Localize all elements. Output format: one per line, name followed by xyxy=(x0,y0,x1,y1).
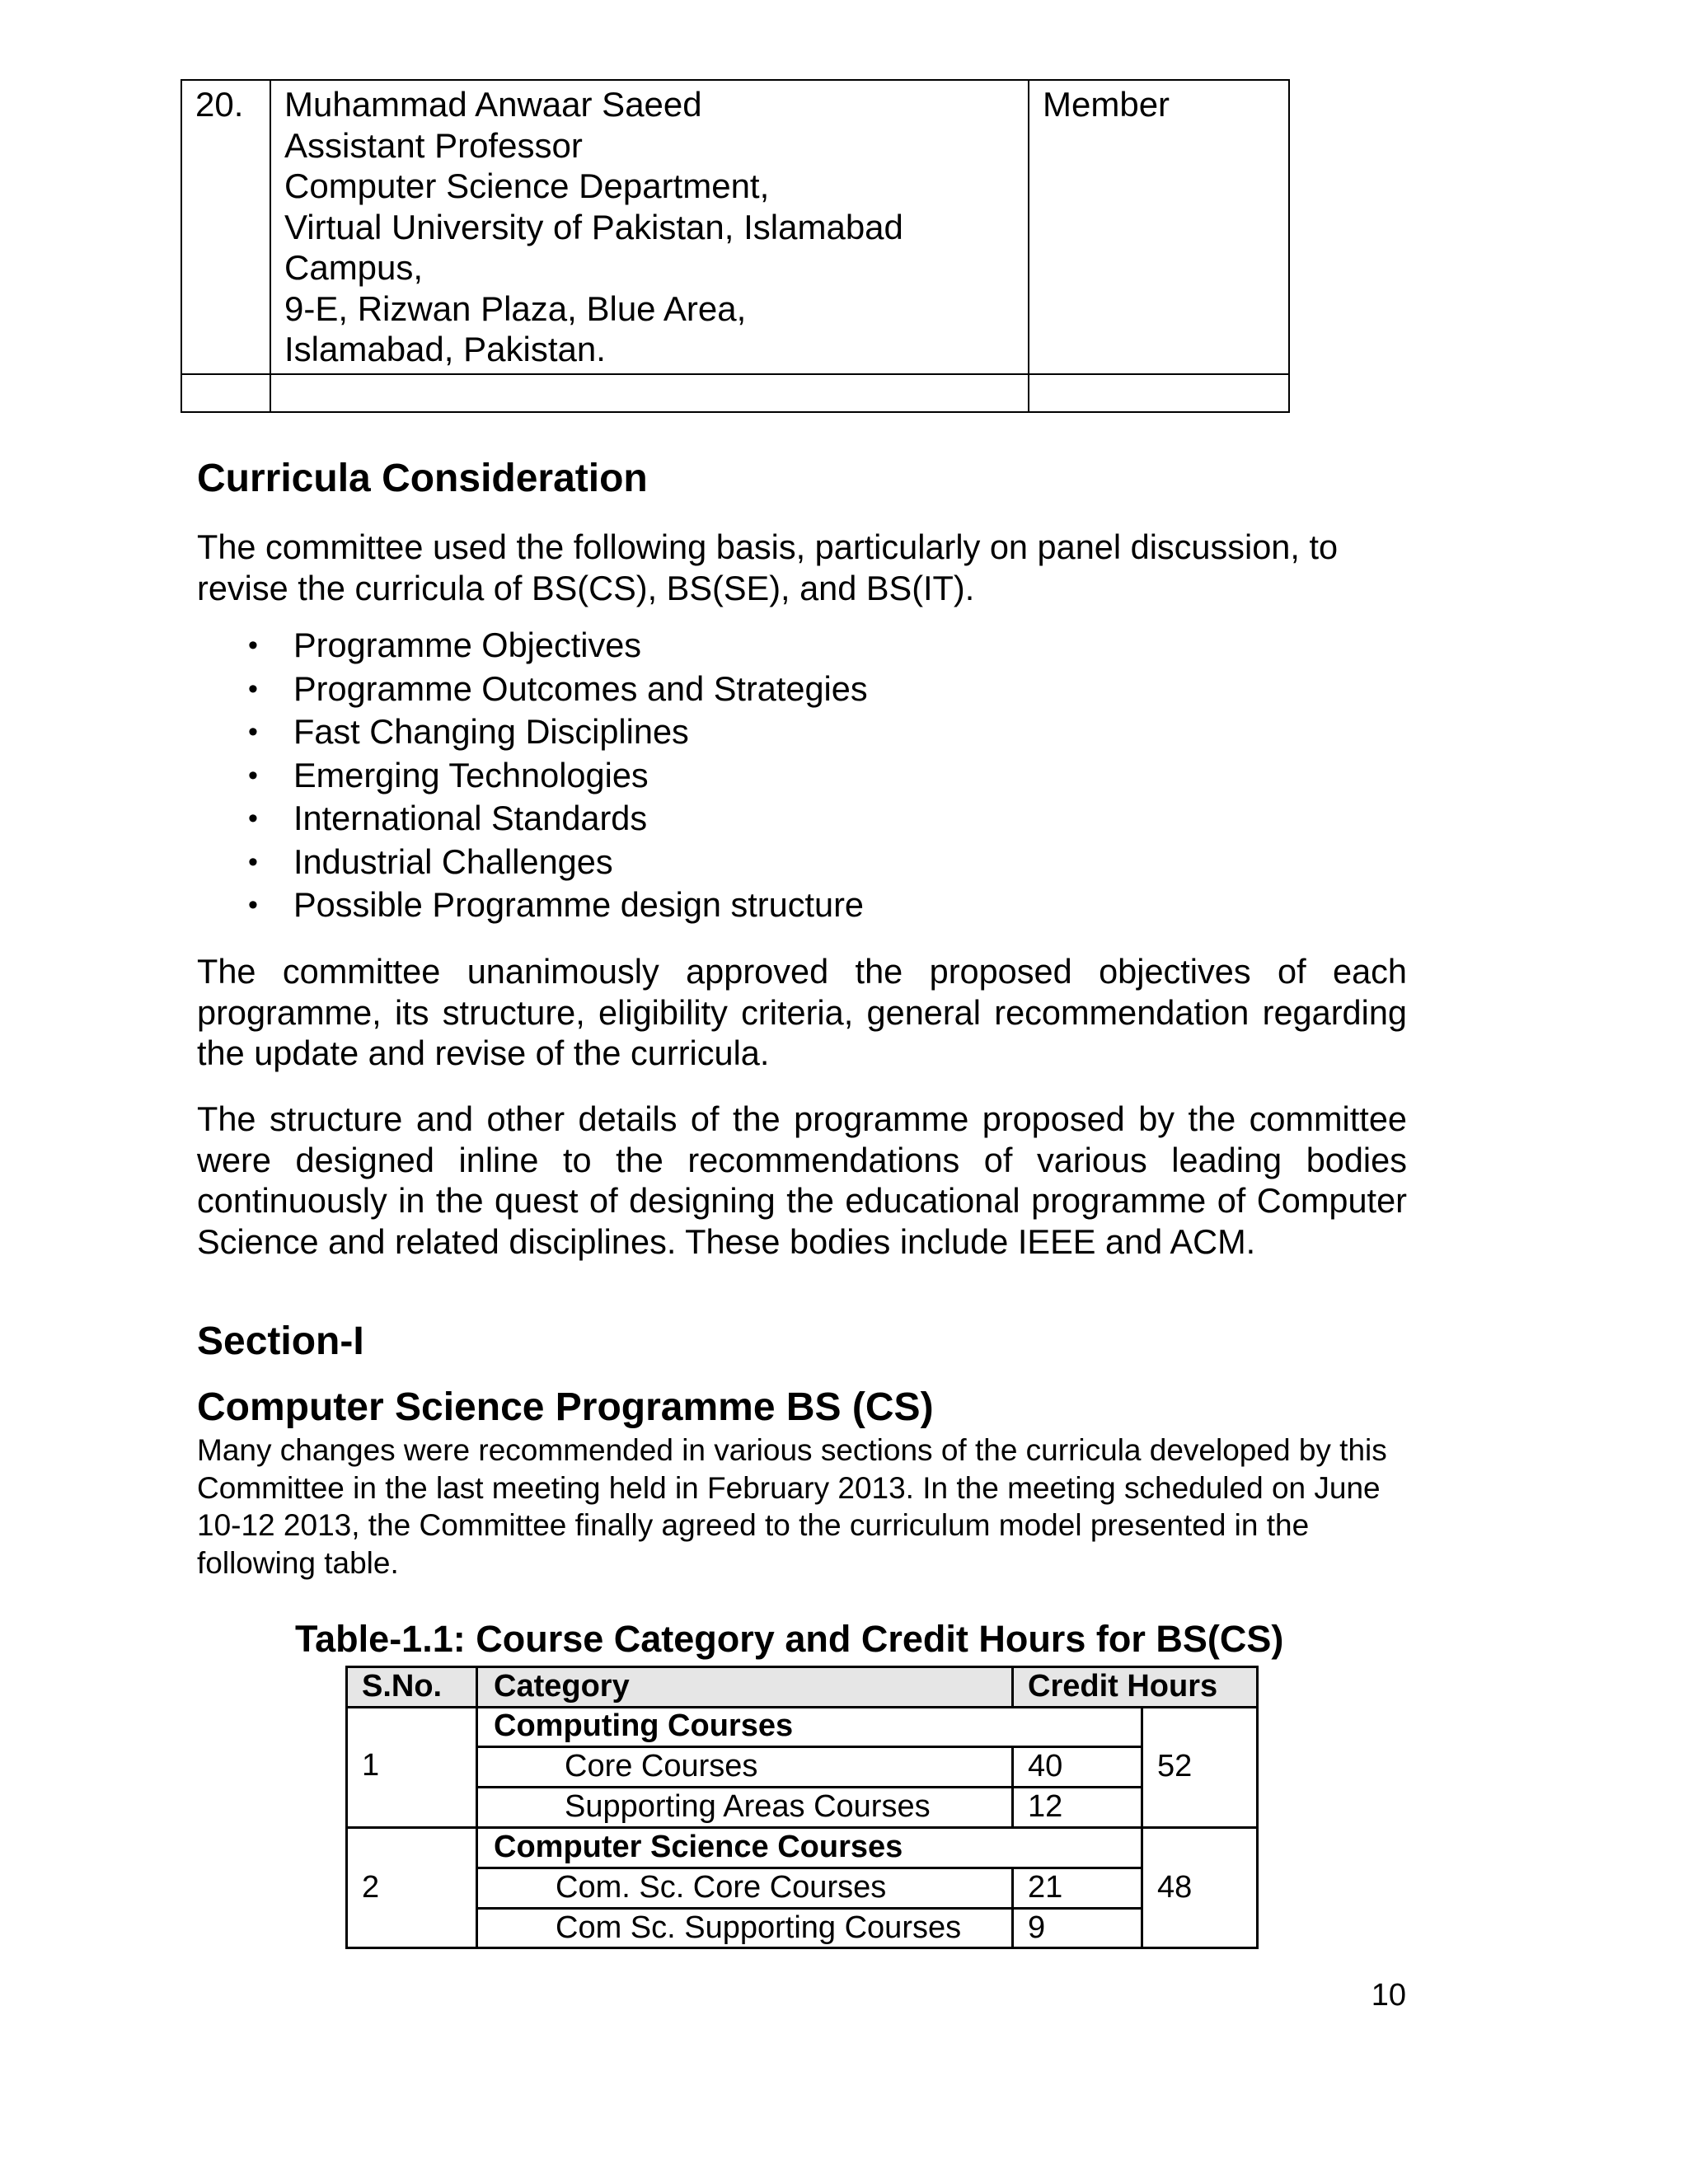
curricula-intro: The committee used the following basis, particularly on panel discussion, to revise the curricula of BS(CS), BS(SE), and BS(IT). xyxy=(197,527,1339,607)
approval-paragraph: The committee unanimously approved the proposed objectives of each programme, its structure, eligibility criteria, general recommendation regarding the update and revise of the curricula. xyxy=(197,952,1407,1072)
bullet-icon: • xyxy=(248,889,258,921)
committee-member-table xyxy=(181,79,1290,413)
table-rule xyxy=(476,1786,1143,1788)
member-city: Islamabad, Pakistan. xyxy=(284,330,606,368)
section-heading: Section-I xyxy=(197,1319,364,1363)
group-2-item-2-label: Com Sc. Supporting Courses xyxy=(556,1910,962,1945)
table-rule xyxy=(476,1746,1143,1748)
table-rule xyxy=(476,1867,1143,1869)
curricula-heading: Curricula Consideration xyxy=(197,457,648,500)
table-rule xyxy=(345,1826,1259,1829)
member-address: 9-E, Rizwan Plaza, Blue Area, xyxy=(284,288,747,328)
table-rule xyxy=(1011,1666,1014,1707)
group-1-sno: 1 xyxy=(362,1748,380,1783)
member-role: Member xyxy=(1029,80,1289,374)
member-university: Virtual University of Pakistan, Islamabad xyxy=(284,207,903,246)
bullet-icon: • xyxy=(248,630,258,661)
list-item: • Programme Outcomes and Strategies xyxy=(197,668,868,711)
structure-paragraph: The structure and other details of the programme proposed by the committee were designed inline to the recommendations of various leading bodies continuously in the quest of designing the educational programme of Computer Science and related disciplines. These bodies include IEEE and ACM. xyxy=(197,1099,1407,1261)
table-rule xyxy=(476,1907,1143,1910)
empty-table-row xyxy=(181,374,1289,412)
table-caption: Table-1.1: Course Category and Credit Hours for BS(CS) xyxy=(295,1618,1284,1660)
group-2-total: 48 xyxy=(1157,1870,1193,1905)
group-2-item-1-label: Com. Sc. Core Courses xyxy=(556,1870,887,1905)
credit-hours-table xyxy=(345,1666,1259,1949)
page-number: 10 xyxy=(1371,1978,1406,2013)
list-item: • Emerging Technologies xyxy=(197,754,868,798)
member-title: Assistant Professor xyxy=(284,125,583,165)
group-1-name: Computing Courses xyxy=(494,1708,794,1743)
group-2-name: Computer Science Courses xyxy=(494,1830,903,1864)
list-item: • Possible Programme design structure xyxy=(197,883,868,927)
table-row xyxy=(181,80,1289,374)
group-1-item-2-hours: 12 xyxy=(1028,1789,1063,1824)
bullet-icon: • xyxy=(248,803,258,834)
group-1-total: 52 xyxy=(1157,1749,1193,1783)
header-sno: S.No. xyxy=(362,1669,443,1704)
member-number: 20. xyxy=(181,80,270,374)
bullet-icon: • xyxy=(248,846,258,878)
table-border xyxy=(345,1947,1259,1949)
table-rule xyxy=(345,1706,1259,1708)
member-name: Muhammad Anwaar Saeed xyxy=(284,85,702,124)
programme-description: Many changes were recommended in various sections of the curricula developed by this Committee in the last meeting held in February 2013. In the meeting scheduled on June 10-12 2013, the Committee finally agreed to the curriculum model presented in the following table. xyxy=(197,1433,1387,1580)
bullet-icon: • xyxy=(248,716,258,748)
list-item: • Programme Objectives xyxy=(197,624,868,668)
group-1-item-2-label: Supporting Areas Courses xyxy=(565,1789,931,1824)
table-border xyxy=(345,1666,1259,1668)
bullet-icon: • xyxy=(248,673,258,705)
group-2-sno: 2 xyxy=(362,1870,380,1905)
group-2-item-1-hours: 21 xyxy=(1028,1870,1063,1905)
group-1-item-1-label: Core Courses xyxy=(565,1749,758,1783)
group-2-item-2-hours: 9 xyxy=(1028,1910,1046,1945)
bullet-icon: • xyxy=(248,759,258,791)
header-credit-hours: Credit Hours xyxy=(1028,1669,1218,1704)
list-item: • Fast Changing Disciplines xyxy=(197,710,868,754)
header-category: Category xyxy=(494,1669,630,1704)
group-1-item-1-hours: 40 xyxy=(1028,1749,1063,1783)
programme-heading: Computer Science Programme BS (CS) xyxy=(197,1385,934,1429)
basis-list xyxy=(197,624,868,927)
member-department: Computer Science Department, xyxy=(284,166,770,205)
member-details xyxy=(270,80,1029,374)
list-item: • International Standards xyxy=(197,797,868,841)
list-item: • Industrial Challenges xyxy=(197,841,868,884)
member-campus: Campus, xyxy=(284,248,424,287)
